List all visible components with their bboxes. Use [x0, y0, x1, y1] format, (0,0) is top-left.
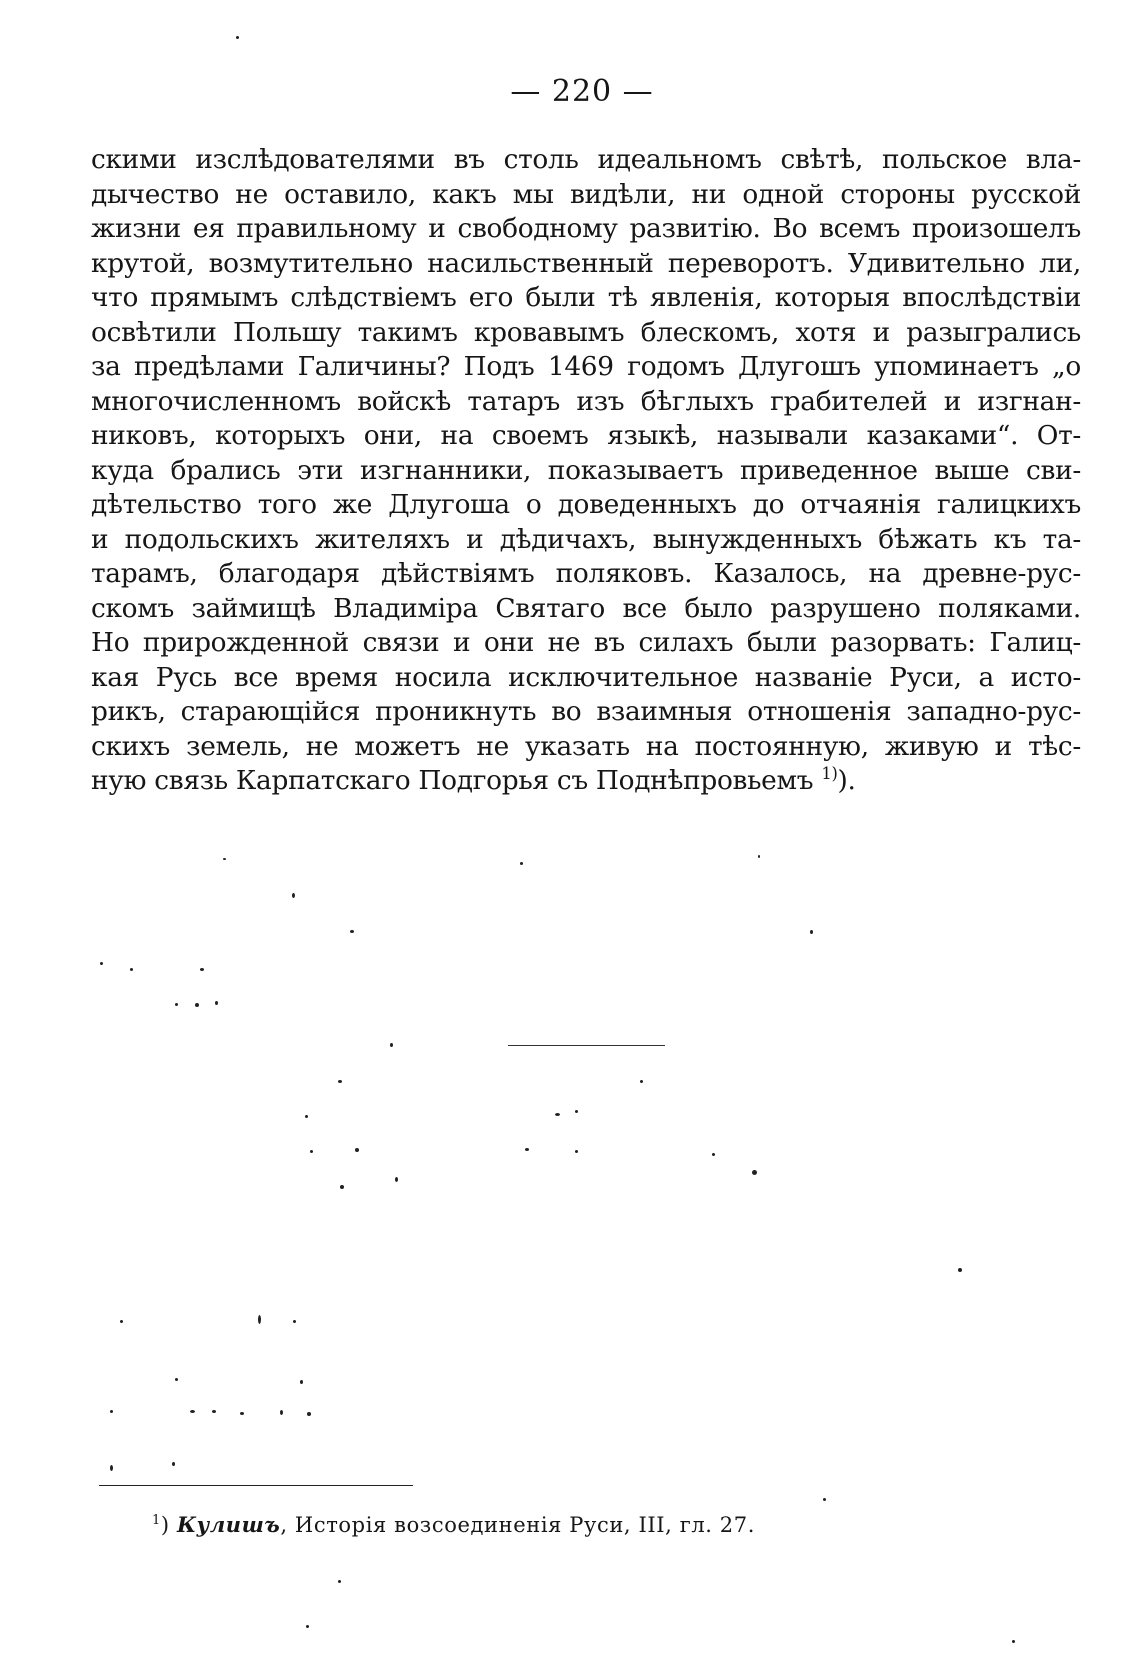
scan-speck	[110, 1410, 113, 1413]
scan-speck	[190, 1410, 195, 1413]
text-line: и подольскихъ жителяхъ и дѣдичахъ, вынужденныхъ бѣжать къ та-	[91, 523, 1081, 555]
text-line: тарамъ, благодаря дѣйствіямъ поляковъ. Казалось, на древне-рус-	[91, 558, 1081, 589]
text-line: дѣтельство того же Длугоша о доведенныхъ до отчаянія галицкихъ	[91, 489, 1081, 520]
scan-speck	[223, 858, 226, 860]
text-line: Но прирожденной связи и они не въ силахъ были разорвать: Галиц-	[91, 627, 1081, 658]
text-line: кая Русь все время носила исключительное названіе Руси, а исто-	[91, 661, 1081, 693]
scan-speck	[175, 1003, 178, 1006]
scan-speck	[958, 1268, 962, 1272]
text-line: многочисленномъ войскѣ татаръ изъ бѣглыхъ грабителей и изгнан-	[91, 385, 1081, 417]
scan-speck	[306, 1625, 309, 1628]
scan-speck	[712, 1153, 715, 1156]
scan-speck	[212, 1410, 216, 1413]
scan-speck	[810, 930, 813, 934]
scan-speck	[100, 962, 103, 965]
scan-speck	[355, 1148, 359, 1152]
page-number: — 220 —	[510, 74, 654, 109]
scan-speck	[575, 1110, 578, 1113]
footnote-citation: , Исторія возсоединенія Руси, III, гл. 27.	[280, 1513, 756, 1537]
text-line: что прямымъ слѣдствіемъ его были тѣ явленія, которыя впослѣдствіи	[91, 282, 1081, 313]
scan-speck	[240, 1412, 244, 1415]
footnote-marker: 1	[152, 1513, 161, 1528]
scan-speck	[338, 1580, 341, 1583]
text-line: скомъ займищѣ Владиміра Святаго все было разрушено поляками.	[91, 592, 1081, 624]
text-line: рикъ, старающійся проникнуть во взаимныя отношенія западно-рус-	[91, 696, 1081, 727]
scan-speck	[120, 1320, 123, 1323]
scan-speck	[395, 1177, 398, 1182]
footnote-reference[interactable]: 1)	[821, 764, 838, 784]
text-line: крутой, возмутительно насильственный переворотъ. Удивительно ли,	[91, 247, 1081, 279]
text-line: жизни ея правильному и свободному развитію. Во всемъ произошелъ	[91, 213, 1081, 244]
scan-speck	[172, 1462, 175, 1466]
scan-speck	[110, 1465, 113, 1471]
scan-speck	[390, 1043, 393, 1047]
footnote-separator	[99, 1485, 413, 1486]
scan-speck	[350, 930, 354, 933]
scan-speck	[175, 1378, 178, 1381]
scan-speck	[823, 1498, 826, 1501]
scan-speck	[640, 1080, 643, 1083]
scan-speck	[215, 1001, 218, 1005]
final-line-end: ).	[837, 765, 856, 796]
text-line: освѣтили Польшу такимъ кровавымъ блескомъ, хотя и разыгрались	[91, 316, 1081, 348]
scan-speck	[292, 893, 295, 898]
text-line: скими изслѣдователями въ столь идеальномъ свѣтѣ, польское вла-	[91, 144, 1081, 175]
footnote	[152, 1512, 755, 1537]
footnote-marker-close: )	[160, 1513, 170, 1537]
footnote-reference-number: 1	[821, 764, 832, 784]
text-line: скихъ земель, не можетъ не указать на постоянную, живую и тѣс-	[91, 730, 1081, 762]
scan-speck	[338, 1080, 342, 1083]
scan-speck	[520, 862, 523, 865]
text-line: куда брались эти изгнанники, показываетъ приведенное выше сви-	[91, 454, 1081, 486]
scan-speck	[310, 1150, 313, 1153]
footnote-author: Кулишъ	[176, 1512, 281, 1537]
scan-speck	[258, 1315, 261, 1324]
scan-speck	[575, 1150, 578, 1153]
text-line: дычество не оставило, какъ мы видѣли, ни одной стороны русской	[91, 178, 1081, 210]
scan-speck	[305, 1115, 308, 1118]
scan-speck	[300, 1380, 303, 1384]
text-line: никовъ, которыхъ они, на своемъ языкѣ, называли казаками“. От-	[91, 420, 1081, 451]
scan-speck	[200, 968, 204, 971]
scan-speck	[752, 1170, 757, 1175]
final-line-text: ную связь Карпатскаго Подгорья съ Поднѣпровьемъ	[91, 765, 814, 796]
scan-speck	[293, 1320, 296, 1323]
section-rule	[508, 1045, 665, 1046]
main-text	[91, 143, 1081, 799]
scan-speck	[1012, 1640, 1015, 1643]
scan-speck	[236, 36, 239, 39]
scan-speck	[195, 1003, 199, 1007]
scan-speck	[307, 1412, 311, 1416]
scan-speck	[130, 968, 133, 971]
text-line: за предѣлами Галичины? Подъ 1469 годомъ Длугошъ упоминаетъ „о	[91, 351, 1081, 382]
scan-speck	[525, 1148, 529, 1151]
text-line-final	[91, 764, 1081, 799]
scan-speck	[555, 1113, 560, 1116]
scan-speck	[758, 855, 760, 858]
scan-speck	[340, 1185, 344, 1189]
scan-speck	[280, 1410, 283, 1415]
